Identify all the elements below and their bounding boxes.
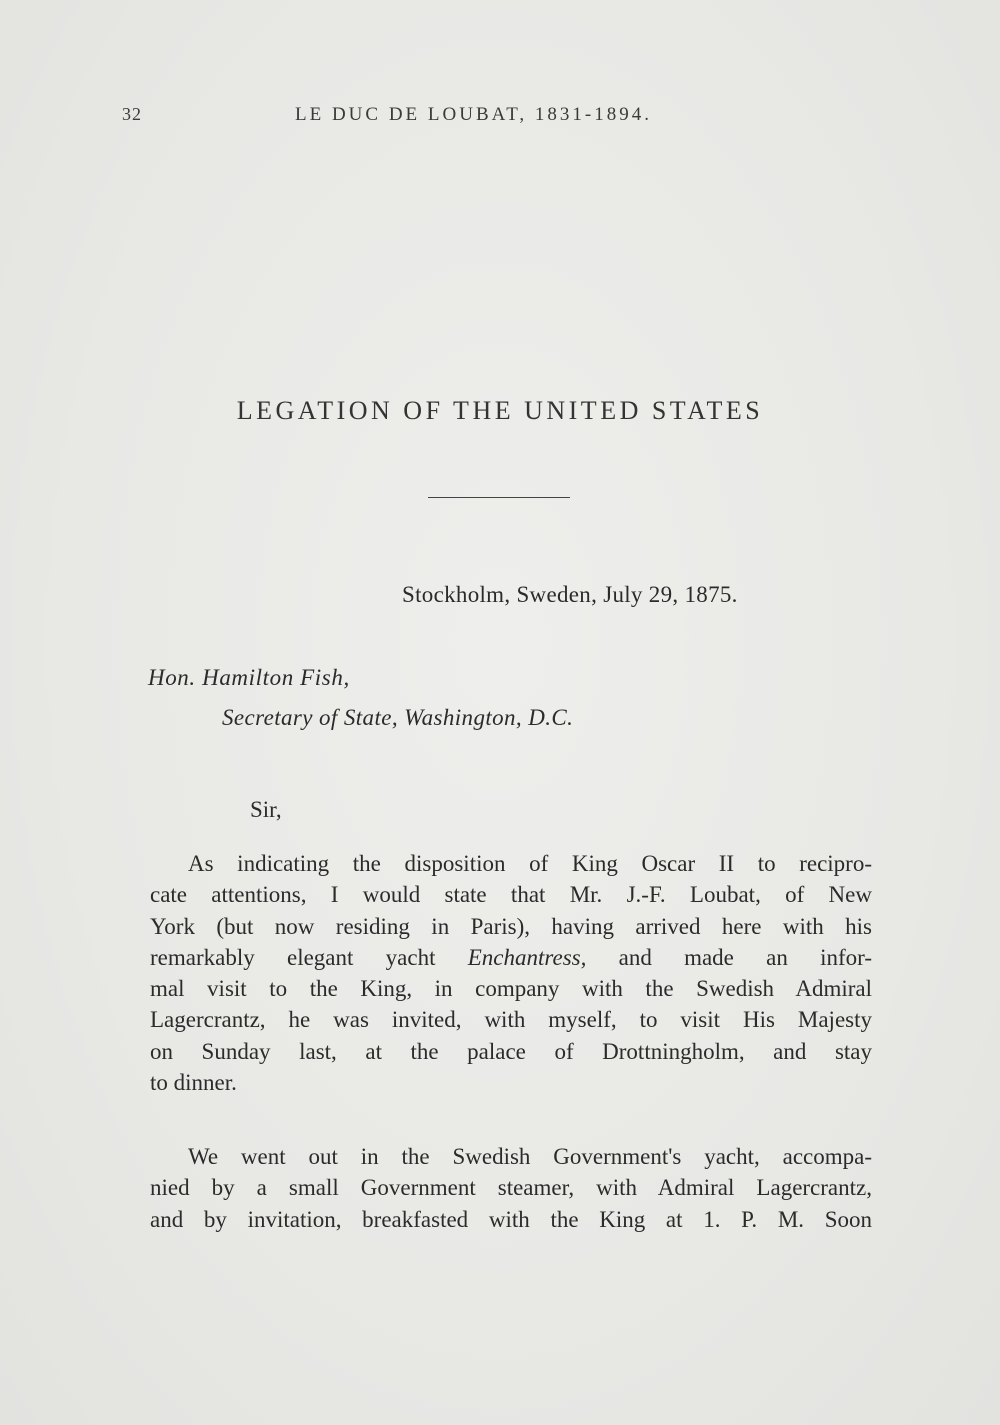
letter-heading: LEGATION OF THE UNITED STATES — [236, 396, 764, 425]
paragraph-line: As indicating the disposition of King Oscar II to recipro- — [188, 851, 872, 876]
addressee-title: Secretary of State, Washington, D.C. — [222, 705, 574, 730]
paragraph-line: and by invitation, breakfasted with the King at 1. P. M. Soon — [150, 1206, 872, 1232]
paragraph-line: cate attentions, I would state that Mr. J.-F. Loubat, of New — [150, 882, 872, 908]
paragraph-line: York (but now residing in Paris), having arrived here with his — [150, 913, 872, 939]
paragraph-line: Lagercrantz, he was invited, with myself, to visit His Majesty — [150, 1007, 872, 1033]
paragraph-line: mal visit to the King, in company with the Swedish Admiral — [150, 976, 872, 1002]
addressee-name: Hon. Hamilton Fish, — [148, 665, 350, 690]
paragraph-line — [150, 942, 872, 973]
paragraph-line-segment: remarkably elegant yacht — [150, 944, 436, 970]
dateline: Stockholm, Sweden, July 29, 1875. — [402, 582, 738, 607]
body-paragraph-1 — [150, 848, 872, 1098]
paragraph-line-segment: and made an infor- — [618, 944, 873, 970]
salutation: Sir, — [250, 797, 282, 822]
running-head — [0, 104, 1000, 134]
paragraph-line: We went out in the Swedish Government's yacht, accompa- — [188, 1144, 872, 1169]
running-title: LE DUC DE LOUBAT, 1831-1894. — [295, 104, 653, 125]
yacht-name: Enchantress, — [467, 944, 587, 970]
body-paragraph-2 — [150, 1141, 872, 1235]
paragraph-line: on Sunday last, at the palace of Drottningholm, and stay — [150, 1038, 872, 1064]
heading-rule — [428, 497, 570, 498]
page-number: 32 — [122, 104, 142, 124]
paragraph-line: nied by a small Government steamer, with Admiral Lagercrantz, — [150, 1175, 872, 1201]
paragraph-line: to dinner. — [150, 1070, 237, 1096]
